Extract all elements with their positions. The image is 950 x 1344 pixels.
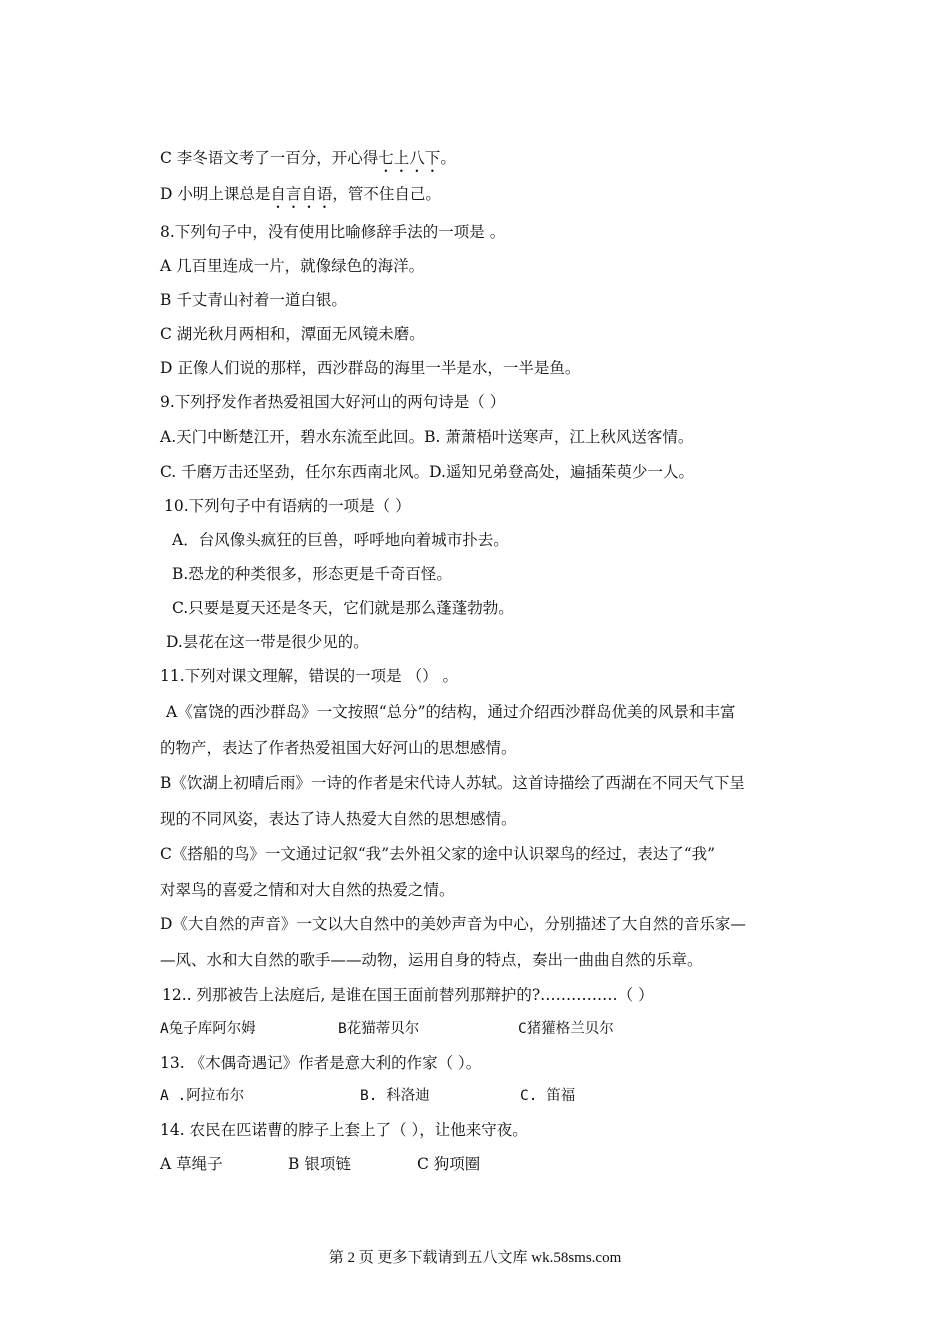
question-11-line: 对翠鸟的喜爱之情和对大自然的热爱之情。 — [160, 881, 455, 899]
question-9-options-row-2: C. 千磨万击还坚劲，任尔东西南北风。D.遥知兄弟登高处，遍插茱萸少一人。 — [160, 463, 694, 481]
question-14-option-b: B 银项链 — [288, 1155, 351, 1173]
question-11-line: 的物产，表达了作者热爱祖国大好河山的思想感情。 — [160, 739, 517, 757]
question-9-options-row-1: A.天门中断楚江开，碧水东流至此回。B. 萧萧梧叶送寒声，江上秋风送客情。 — [160, 428, 694, 446]
question-13-option-b: B. 科洛迪 — [360, 1088, 430, 1104]
question-12-option-c: C猪獾格兰贝尔 — [518, 1021, 614, 1037]
question-7-option-c — [160, 148, 456, 176]
emphasized-idiom: 自言自语 — [270, 185, 333, 203]
question-12-option-b: B花猫蒂贝尔 — [338, 1021, 420, 1037]
question-10-option-d: D.昙花在这一带是很少见的。 — [166, 633, 369, 651]
question-8-stem: 8.下列句子中，没有使用比喻修辞手法的一项是 。 — [160, 223, 506, 241]
option-text-end: 。 — [440, 149, 456, 167]
question-8-option-d: D 正像人们说的那样，西沙群岛的海里一半是水，一半是鱼。 — [160, 359, 581, 377]
question-11-line: C《搭船的鸟》一文通过记叙“我”去外祖父家的途中认识翠鸟的经过，表达了“我” — [160, 845, 716, 863]
question-8-option-c: C 湖光秋月两相和，潭面无风镜未磨。 — [160, 325, 425, 343]
question-10-option-a: A．台风像头疯狂的巨兽，呼呼地向着城市扑去。 — [172, 531, 509, 549]
question-11-line: B《饮湖上初晴后雨》一诗的作者是宋代诗人苏轼。这首诗描绘了西湖在不同天气下呈 — [160, 774, 745, 792]
question-12-stem: 12.. 列那被告上法庭后, 是谁在国王面前替列那辩护的?……………（ ） — [162, 986, 654, 1004]
question-10-stem: 10.下列句子中有语病的一项是（ ） — [164, 497, 411, 515]
option-text: C 李冬语文考了一百分，开心得 — [160, 149, 379, 167]
question-13-options — [160, 1086, 575, 1106]
emphasized-idiom: 七上八下 — [378, 149, 441, 167]
question-11-line: —风、水和大自然的歌手——动物，运用自身的特点，奏出一曲曲自然的乐章。 — [160, 951, 703, 969]
question-14-option-c: C 狗项圈 — [417, 1155, 481, 1173]
question-14-options — [160, 1154, 480, 1174]
question-14-option-a: A 草绳子 — [160, 1155, 223, 1173]
question-13-stem: 13. 《木偶奇遇记》作者是意大利的作家（ ）。 — [160, 1054, 482, 1072]
question-10-option-c: C.只要是夏天还是冬天，它们就是那么蓬蓬勃勃。 — [172, 599, 514, 617]
question-11-line: 现的不同风姿，表达了诗人热爱大自然的思想感情。 — [160, 810, 517, 828]
question-13-option-a: A .阿拉布尔 — [160, 1088, 245, 1104]
option-text-end: ，管不住自己。 — [332, 185, 441, 203]
question-11-line: D《大自然的声音》一文以大自然中的美妙声音为中心，分别描述了大自然的音乐家— — [160, 915, 746, 933]
question-10-option-b: B.恐龙的种类很多，形态更是千奇百怪。 — [172, 565, 452, 583]
question-8-option-b: B 千丈青山衬着一道白银。 — [160, 291, 347, 309]
question-11-line: A《富饶的西沙群岛》一文按照“总分”的结构，通过介绍西沙群岛优美的风景和丰富 — [166, 703, 736, 721]
question-12-options — [160, 1019, 614, 1039]
page-footer: 第 2 页 更多下载请到五八文库 wk.58sms.com — [328, 1250, 622, 1266]
option-text: D 小明上课总是 — [160, 185, 271, 203]
question-13-option-c: C. 笛福 — [520, 1088, 576, 1104]
question-12-option-a: A兔子库阿尔姆 — [160, 1021, 256, 1037]
question-14-stem: 14. 农民在匹诺曹的脖子上套上了（ ），让他来守夜。 — [160, 1121, 528, 1139]
question-11-stem: 11.下列对课文理解，错误的一项是 （） 。 — [160, 667, 459, 685]
question-9-stem: 9.下列抒发作者热爱祖国大好河山的两句诗是（ ） — [160, 393, 506, 411]
question-8-option-a: A 几百里连成一片，就像绿色的海洋。 — [160, 257, 425, 275]
question-7-option-d — [160, 184, 441, 212]
